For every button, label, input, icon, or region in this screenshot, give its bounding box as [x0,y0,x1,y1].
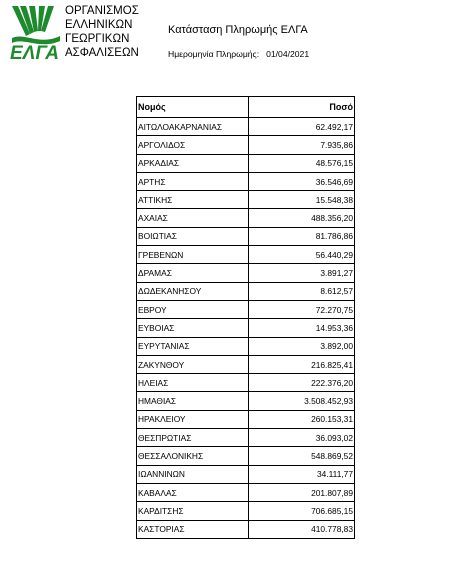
nomos-cell: ΕΒΡΟΥ [137,300,249,318]
poso-cell: 706.685,15 [248,502,354,520]
poso-cell: 222.376,20 [248,374,354,392]
nomos-cell: ΒΟΙΩΤΙΑΣ [137,227,249,245]
nomos-cell: ΔΡΑΜΑΣ [137,264,249,282]
poso-cell: 3.508.452,93 [248,392,354,410]
table-row [137,264,355,282]
nomos-cell: ΕΥΒΟΙΑΣ [137,319,249,337]
table-row [137,429,355,447]
poso-cell: 548.869,52 [248,447,354,465]
table-row [137,465,355,483]
poso-cell: 3.891,27 [248,264,354,282]
nomos-cell: ΑΙΤΩΛΟΑΚΑΡΝΑΝΙΑΣ [137,118,249,136]
poso-cell: 72.270,75 [248,300,354,318]
nomos-cell: ΑΧΑΙΑΣ [137,209,249,227]
table-row [137,136,355,154]
poso-cell: 36.093,02 [248,429,354,447]
table-row [137,227,355,245]
logo-organization-name [65,4,139,60]
logo-line: ΑΣΦΑΛΙΣΕΩΝ [65,47,139,59]
table-row [137,246,355,264]
column-header-nomos: Νομός [137,97,249,118]
payments-table [136,96,355,539]
nomos-cell: ΓΡΕΒΕΝΩΝ [137,246,249,264]
nomos-cell: ΚΑΒΑΛΑΣ [137,483,249,501]
table-row [137,502,355,520]
table-row [137,191,355,209]
poso-cell: 62.492,17 [248,118,354,136]
nomos-cell: ΙΩΑΝΝΙΝΩΝ [137,465,249,483]
table-row [137,410,355,428]
payment-date-value: 01/04/2021 [266,49,310,59]
table-header-row [137,97,355,118]
table-row [137,300,355,318]
table-row [137,520,355,538]
nomos-cell: ΘΕΣΠΡΩΤΙΑΣ [137,429,249,447]
poso-cell: 8.612,57 [248,282,354,300]
poso-cell: 3.892,00 [248,337,354,355]
poso-cell: 410.778,83 [248,520,354,538]
nomos-cell: ΖΑΚΥΝΘΟΥ [137,355,249,373]
poso-cell: 34.111,77 [248,465,354,483]
payment-date [168,49,309,59]
report-title: Κατάσταση Πληρωμής ΕΛΓΑ [168,24,308,36]
table-row [137,282,355,300]
poso-cell: 36.546,69 [248,172,354,190]
poso-cell: 201.807,89 [248,483,354,501]
table-row [137,337,355,355]
table-row [137,172,355,190]
logo-line: ΟΡΓΑΝΙΣΜΟΣ [65,5,139,17]
nomos-cell: ΗΡΑΚΛΕΙΟΥ [137,410,249,428]
nomos-cell: ΗΛΕΙΑΣ [137,374,249,392]
logo-line: ΓΕΩΡΓΙΚΩΝ [65,33,130,45]
poso-cell: 260.153,31 [248,410,354,428]
nomos-cell: ΚΑΣΤΟΡΙΑΣ [137,520,249,538]
logo-line: ΕΛΛΗΝΙΚΩΝ [65,19,133,31]
poso-cell: 216.825,41 [248,355,354,373]
poso-cell: 81.786,86 [248,227,354,245]
elga-logo [10,4,145,66]
column-header-poso: Ποσό [248,97,354,118]
nomos-cell: ΑΡΚΑΔΙΑΣ [137,154,249,172]
table-row [137,209,355,227]
logo-abbreviation: ΕΛΓΑ [10,43,60,64]
table-row [137,374,355,392]
nomos-cell: ΑΡΤΗΣ [137,172,249,190]
poso-cell: 56.440,29 [248,246,354,264]
table-row [137,392,355,410]
nomos-cell: ΚΑΡΔΙΤΣΗΣ [137,502,249,520]
nomos-cell: ΑΤΤΙΚΗΣ [137,191,249,209]
nomos-cell: ΗΜΑΘΙΑΣ [137,392,249,410]
poso-cell: 48.576,15 [248,154,354,172]
poso-cell: 7.935,86 [248,136,354,154]
table-row [137,447,355,465]
nomos-cell: ΔΩΔΕΚΑΝΗΣΟΥ [137,282,249,300]
poso-cell: 14.953,36 [248,319,354,337]
nomos-cell: ΘΕΣΣΑΛΟΝΙΚΗΣ [137,447,249,465]
table-row [137,154,355,172]
table-row [137,319,355,337]
table-row [137,118,355,136]
table-row [137,483,355,501]
wheat-logo-icon [10,4,62,48]
table-row [137,355,355,373]
payment-date-label: Ημερομηνία Πληρωμής: [168,49,260,59]
poso-cell: 488.356,20 [248,209,354,227]
nomos-cell: ΑΡΓΟΛΙΔΟΣ [137,136,249,154]
poso-cell: 15.548,38 [248,191,354,209]
nomos-cell: ΕΥΡΥΤΑΝΙΑΣ [137,337,249,355]
